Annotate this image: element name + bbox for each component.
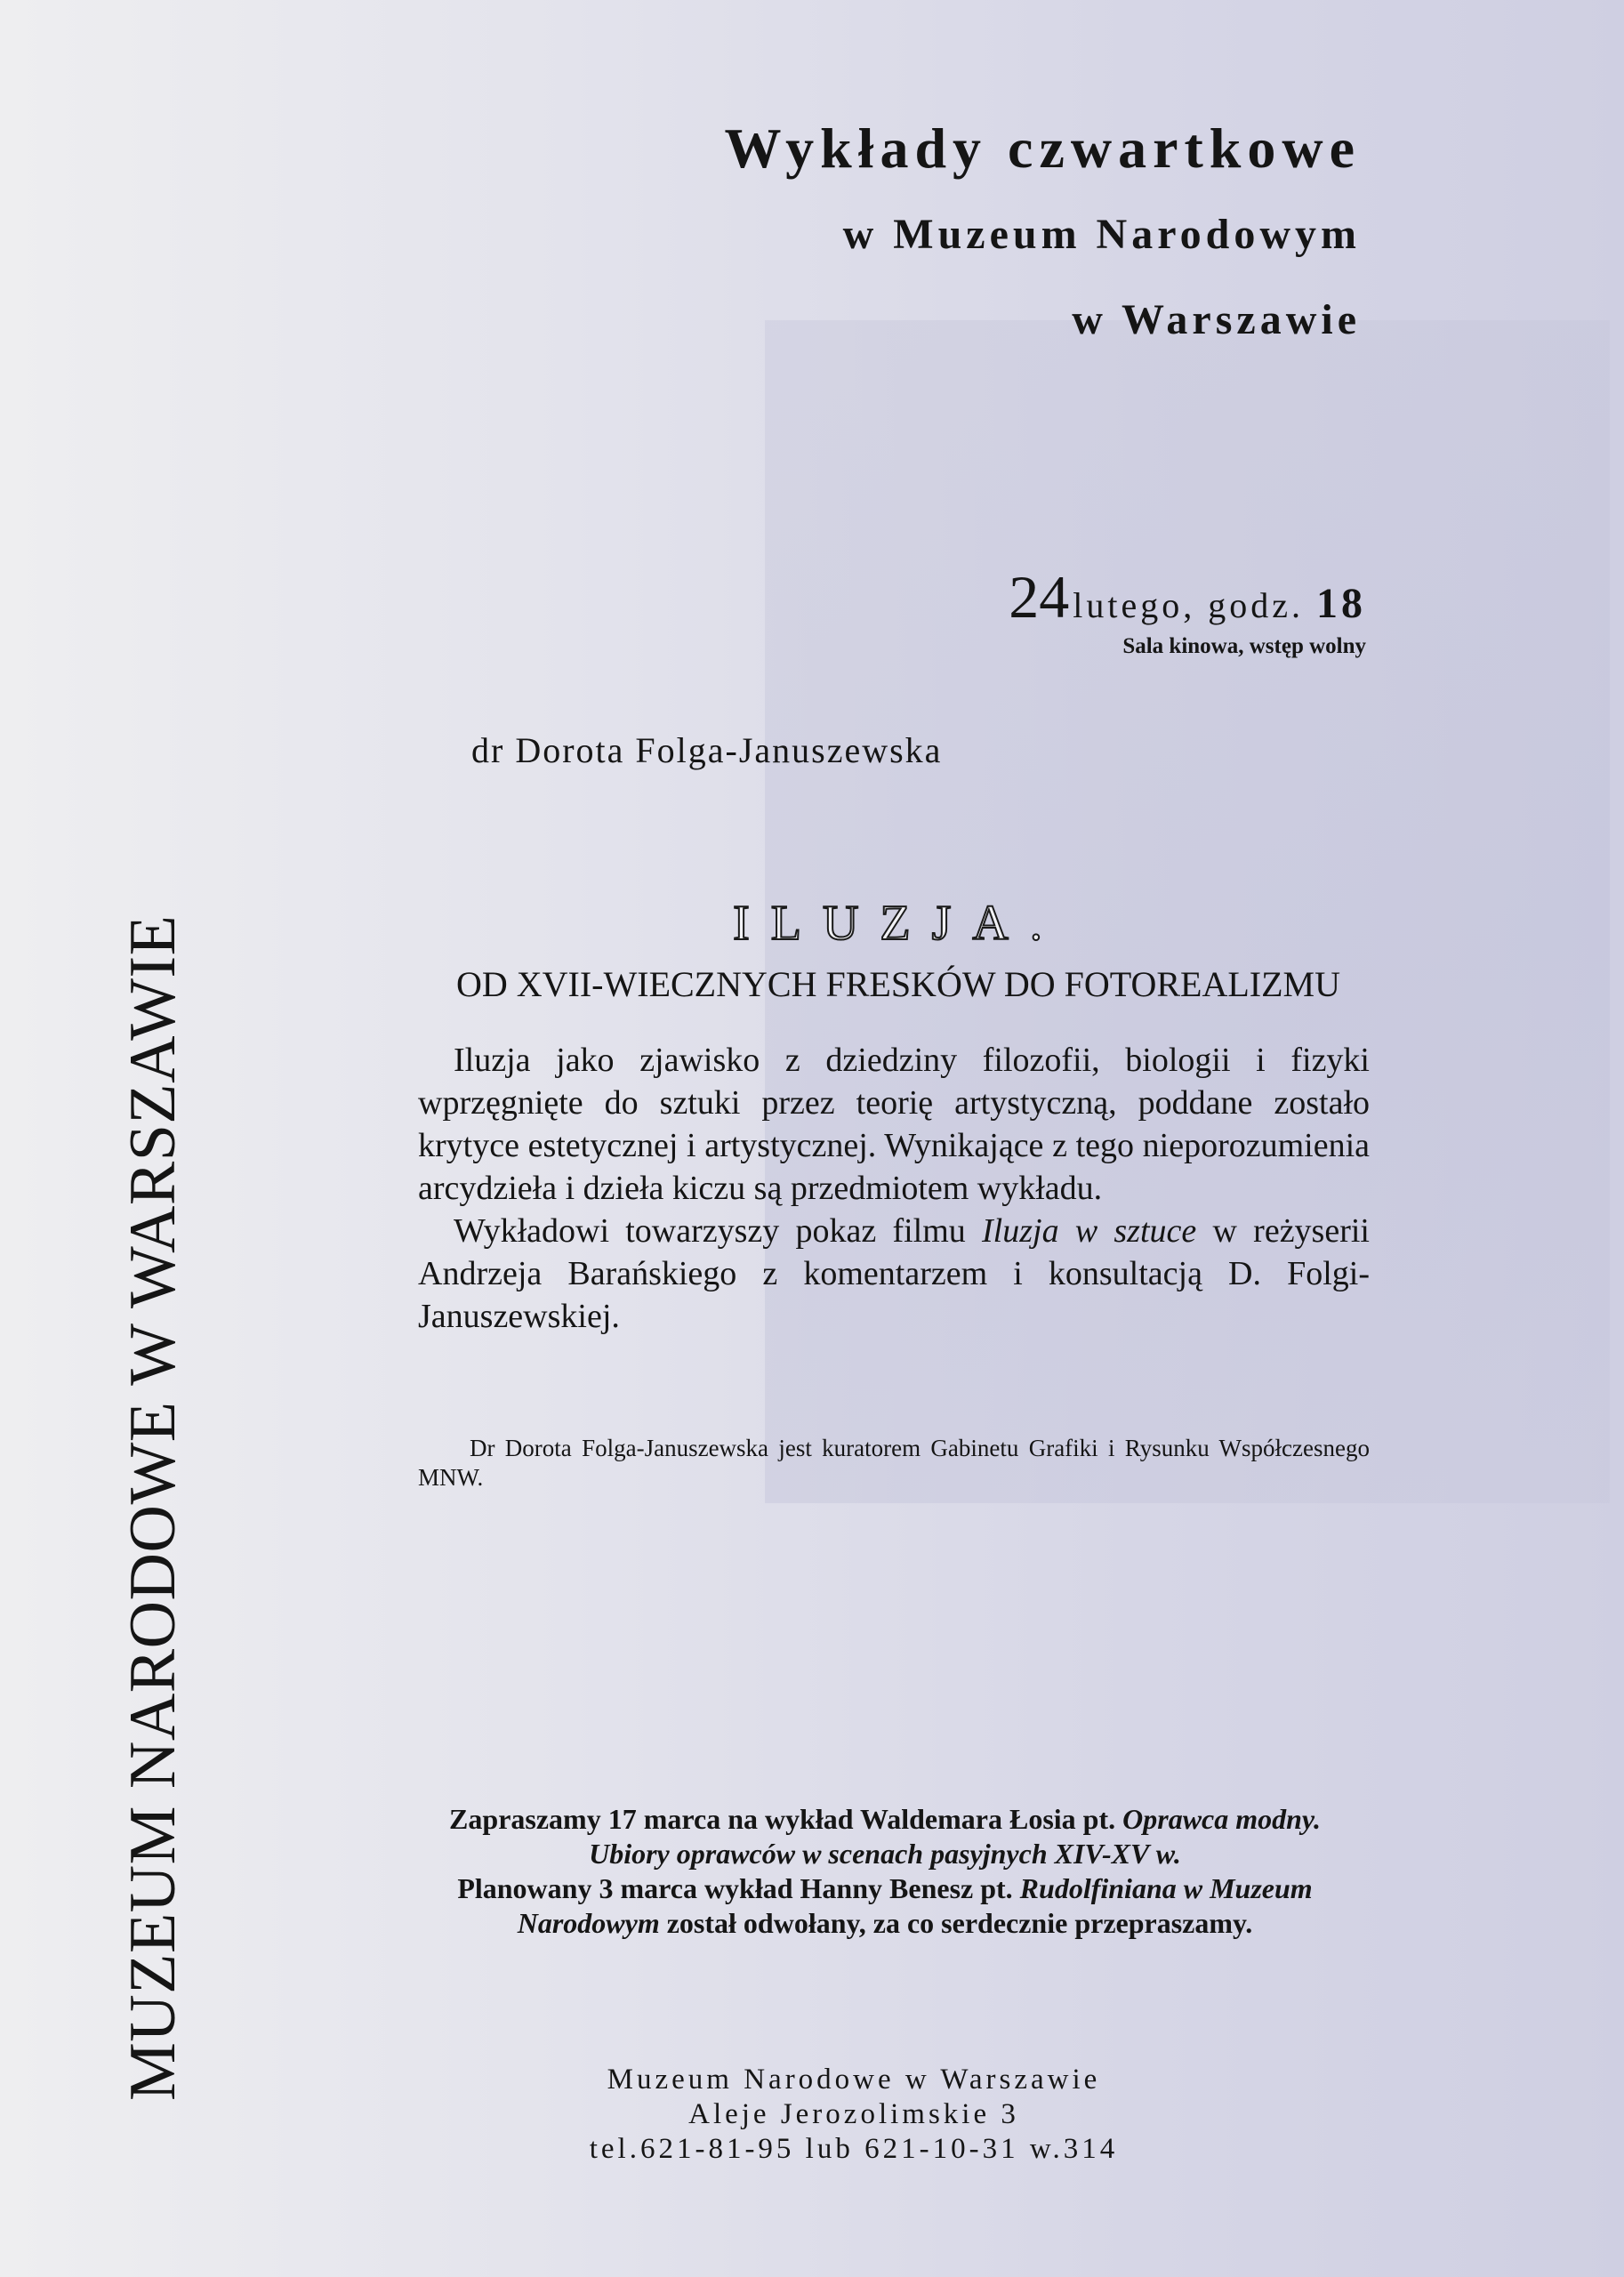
announcement-line bbox=[382, 1802, 1387, 1837]
announcement-line bbox=[382, 1837, 1387, 1871]
vertical-museum-title: MUZEUM NARODOWE W WARSZAWIE bbox=[117, 914, 189, 2101]
announcements bbox=[382, 1802, 1387, 1941]
event-day: 24 bbox=[1009, 563, 1070, 631]
event-venue: Sala kinowa, wstęp wolny bbox=[1122, 634, 1366, 658]
description-paragraph-2 bbox=[418, 1210, 1370, 1338]
film-title: Iluzja w sztuce bbox=[982, 1212, 1197, 1250]
event-hour: 18 bbox=[1316, 580, 1366, 627]
speaker-note-text: Dr Dorota Folga-Januszewska jest kuratorem Gabinetu Grafiki i Rysunku Współczesnego MNW. bbox=[418, 1435, 1370, 1491]
event-date bbox=[1009, 562, 1366, 632]
series-subtitle-museum: w Muzeum Narodowym bbox=[842, 211, 1361, 258]
announcement-line bbox=[382, 1871, 1387, 1906]
event-month-time: lutego, godz. bbox=[1073, 585, 1304, 625]
lecture-title: ILUZJA. bbox=[733, 896, 1064, 951]
announcement-text: Zapraszamy 17 marca na wykład Waldemara Łosia pt. bbox=[449, 1803, 1123, 1835]
footer-phone: tel.621-81-95 lub 621-10-31 w.314 bbox=[589, 2133, 1119, 2165]
series-subtitle-city: w Warszawie bbox=[1072, 296, 1361, 343]
lecture-description bbox=[418, 1039, 1370, 1338]
announcement-lecture-title: Rudolfiniana w Muzeum bbox=[1019, 1872, 1313, 1904]
description-text: w reżyserii Andrzeja Barańskiego z komentarzem i konsultacją D. Folgi-Januszewskiej. bbox=[418, 1212, 1370, 1335]
announcement-lecture-title: Ubiory oprawców w scenach pasyjnych XIV-XV w. bbox=[589, 1838, 1181, 1870]
series-title: Wykłady czwartkowe bbox=[724, 117, 1361, 180]
footer-address: Aleje Jerozolimskie 3 bbox=[688, 2098, 1019, 2130]
announcement-text: został odwołany, za co serdecznie przepraszamy. bbox=[659, 1907, 1253, 1939]
announcement-lecture-title: Narodowym bbox=[517, 1907, 660, 1939]
announcement-line bbox=[382, 1906, 1387, 1941]
announcement-text: Planowany 3 marca wykład Hanny Benesz pt. bbox=[457, 1872, 1020, 1904]
lecture-subtitle: OD XVII-WIECZNYCH FRESKÓW DO FOTOREALIZMU bbox=[455, 964, 1341, 1004]
description-text: Wykładowi towarzyszy pokaz filmu bbox=[454, 1212, 983, 1250]
speaker-name: dr Dorota Folga-Januszewska bbox=[471, 730, 943, 770]
footer-museum-name: Muzeum Narodowe w Warszawie bbox=[607, 2064, 1101, 2096]
announcement-lecture-title: Oprawca modny. bbox=[1122, 1803, 1321, 1835]
speaker-note bbox=[418, 1434, 1370, 1493]
description-paragraph-1: Iluzja jako zjawisko z dziedziny filozofii, biologii i fizyki wprzęgnięte do sztuki przez teorię artystyczną, poddane zostało krytyce estetycznej i artystycznej. Wynikające z tego nieporozumienia arcydzieła i dzieła kiczu są przedmiotem wykładu. bbox=[418, 1042, 1370, 1207]
contact-footer bbox=[445, 2063, 1263, 2167]
